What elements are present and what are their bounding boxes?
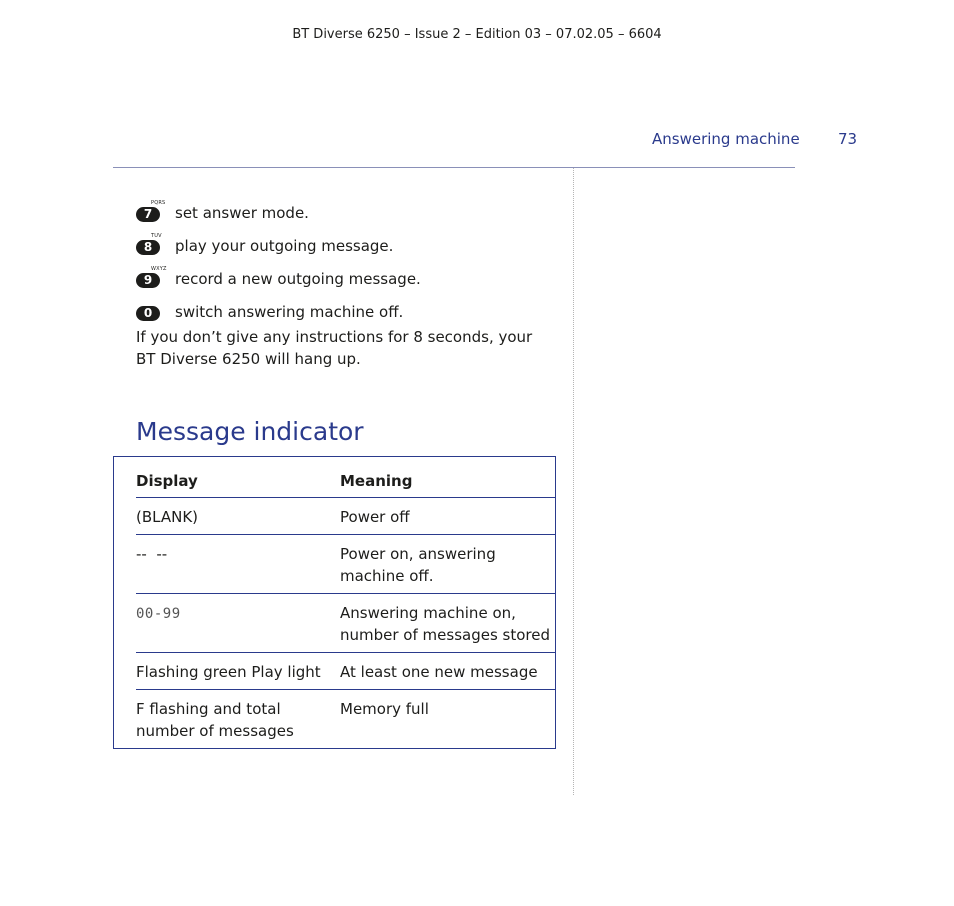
keypad-key-icon	[136, 266, 167, 287]
document-meta-header: BT Diverse 6250 – Issue 2 – Edition 03 – 07.02.05 – 6604	[292, 27, 662, 42]
timeout-note	[136, 326, 556, 370]
key-instruction-text: record a new outgoing message.	[175, 269, 421, 288]
display-cell: Flashing green Play light	[136, 663, 321, 681]
key-instructions-list	[136, 196, 566, 328]
key-digit: 7	[136, 207, 160, 222]
column-divider	[573, 168, 574, 795]
key-row	[136, 229, 566, 262]
display-cell	[136, 594, 340, 652]
table-header-row	[136, 457, 555, 498]
key-letters: PQRS	[151, 200, 166, 206]
table-row	[136, 690, 555, 748]
note-line: BT Diverse 6250 will hang up.	[136, 350, 361, 368]
meaning-cell: Memory full	[340, 700, 429, 718]
key-instruction-text: play your outgoing message.	[175, 236, 394, 255]
meaning-cell: Power off	[340, 508, 410, 526]
key-letters: TUV	[151, 233, 162, 239]
display-cell: F flashing and total number of messages	[136, 700, 294, 740]
page-number: 73	[838, 130, 858, 148]
lcd-digits: 00-99	[136, 606, 181, 622]
meaning-cell: Power on, answering machine off.	[340, 545, 496, 585]
table-row	[136, 535, 555, 594]
key-digit: 9	[136, 273, 160, 288]
key-digit: 0	[136, 306, 160, 321]
display-cell: -- --	[136, 545, 168, 563]
key-instruction-text: set answer mode.	[175, 203, 309, 222]
key-letters: WXYZ	[151, 266, 167, 272]
message-indicator-table	[113, 456, 556, 749]
table-row	[136, 498, 555, 535]
running-head: Answering machine	[652, 130, 800, 148]
meaning-cell: Answering machine on, number of messages stored	[340, 604, 550, 644]
note-line: If you don’t give any instructions for 8 seconds, your	[136, 328, 533, 346]
key-row	[136, 196, 566, 229]
meaning-cell: At least one new message	[340, 663, 538, 681]
keypad-key-icon	[136, 200, 166, 221]
display-cell: (BLANK)	[136, 508, 199, 526]
table-row	[136, 594, 555, 653]
key-row	[136, 295, 566, 328]
keypad-key-icon	[136, 233, 162, 254]
section-title: Message indicator	[136, 417, 364, 446]
table-row	[136, 653, 555, 690]
header-rule	[113, 167, 795, 168]
key-row	[136, 262, 566, 295]
column-header-display: Display	[136, 472, 198, 490]
key-instruction-text: switch answering machine off.	[175, 302, 404, 321]
column-header-meaning: Meaning	[340, 472, 413, 490]
key-digit: 8	[136, 240, 160, 255]
keypad-key-icon	[136, 303, 160, 320]
